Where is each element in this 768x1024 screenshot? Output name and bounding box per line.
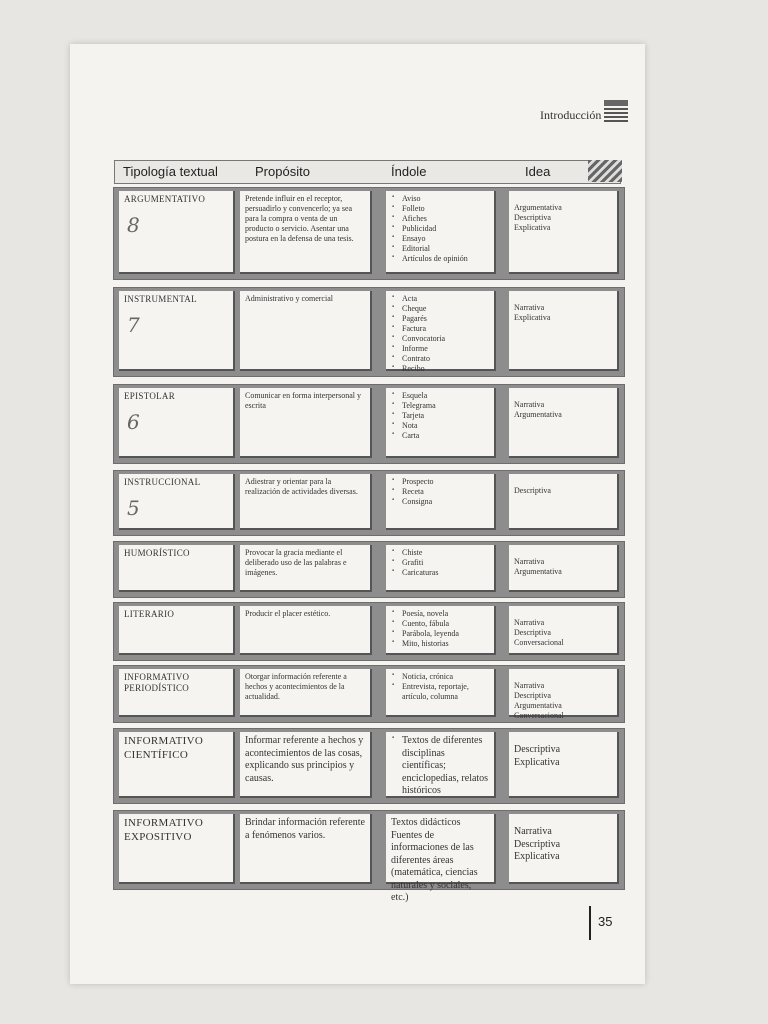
indole-item: ▪ Textos de diferentes disciplinas científicas; enciclopedias, relatos históricos — [391, 735, 489, 798]
handwritten-number: 6 — [127, 410, 140, 434]
cell-idea: Narrativa Argumentativa — [509, 545, 619, 592]
indole-item: ▪ Entrevista, reportaje, artículo, columna — [391, 682, 489, 702]
cell-tipologia — [119, 474, 235, 530]
indole-item: ▪ Carta — [391, 431, 489, 441]
indole-item: ▪ Folleto — [391, 204, 489, 214]
handwritten-number: 7 — [127, 313, 140, 337]
cell-indole — [386, 732, 496, 798]
cell-indole — [386, 291, 496, 371]
indole-item: ▪ Tarjeta — [391, 411, 489, 421]
cell-idea: Narrativa Argumentativa — [509, 388, 619, 458]
tipologia-label: ARGUMENTATIVO — [124, 194, 206, 204]
indole-item: ▪ Prospecto — [391, 477, 489, 487]
indole-item: ▪ Grafiti — [391, 558, 489, 568]
cell-idea: Descriptiva Explicativa — [509, 732, 619, 798]
table-row — [113, 810, 625, 903]
cell-idea: Narrativa Descriptiva Conversacional — [509, 606, 619, 655]
cell-tipologia — [119, 606, 235, 655]
indole-item: ▪ Afiches — [391, 214, 489, 224]
indole-item: ▪ Consigna — [391, 497, 489, 507]
indole-list — [391, 391, 489, 441]
indole-item: ▪ Esquela — [391, 391, 489, 401]
indole-list — [391, 735, 489, 798]
cell-indole — [386, 545, 496, 592]
header-stripe-ornament — [588, 160, 622, 182]
cell-proposito: Provocar la gracia mediante el deliberado uso de las palabras e imágenes. — [240, 545, 372, 592]
cell-idea: Narrativa Descriptiva Explicativa — [509, 814, 619, 884]
indole-item: ▪ Contrato — [391, 354, 489, 364]
cell-tipologia — [119, 732, 235, 798]
handwritten-number: 5 — [127, 496, 140, 520]
cell-tipologia — [119, 291, 235, 371]
indole-list — [391, 294, 489, 374]
cell-indole — [386, 669, 496, 717]
indole-item: ▪ Poesía, novela — [391, 609, 489, 619]
cell-proposito: Comunicar en forma interpersonal y escrita — [240, 388, 372, 458]
table-row — [113, 602, 625, 661]
table-row — [113, 470, 625, 536]
table-row — [113, 541, 625, 598]
cell-tipologia — [119, 545, 235, 592]
indole-item: ▪ Cheque — [391, 304, 489, 314]
indole-list — [391, 609, 489, 649]
tipologia-label: INSTRUMENTAL — [124, 294, 197, 304]
cell-proposito: Otorgar información referente a hechos y acontecimientos de la actualidad. — [240, 669, 372, 717]
cell-idea: Descriptiva — [509, 474, 619, 530]
tipologia-label: INSTRUCCIONAL — [124, 477, 201, 487]
table-row — [113, 728, 625, 804]
section-header: Introducción — [540, 108, 602, 122]
indole-item: ▪ Telegrama — [391, 401, 489, 411]
column-header-proposito: Propósito — [255, 164, 310, 179]
tipologia-label: LITERARIO — [124, 609, 175, 619]
table-row — [113, 187, 625, 280]
cell-indole — [386, 191, 496, 274]
table-row — [113, 384, 625, 464]
indole-item: ▪ Nota — [391, 421, 489, 431]
tipologia-label: INFORMATIVO PERIODÍSTICO — [124, 672, 190, 694]
indole-item: ▪ Editorial — [391, 244, 489, 254]
indole-item: ▪ Aviso — [391, 194, 489, 204]
cell-proposito: Informar referente a hechos y acontecimientos de las cosas, explicando sus principios y causas. — [240, 732, 372, 798]
cell-idea: Narrativa Descriptiva Argumentativa Conversacional — [509, 669, 619, 717]
cell-tipologia — [119, 191, 235, 274]
page-number-divider — [589, 906, 591, 940]
indole-item: ▪ Cuento, fábula — [391, 619, 489, 629]
table-header — [114, 160, 621, 184]
indole-item: ▪ Chiste — [391, 548, 489, 558]
column-header-tipologia: Tipología textual — [123, 164, 218, 179]
tipologia-label: INFORMATIVO EXPOSITIVO — [124, 817, 204, 843]
cell-idea: Argumentativa Descriptiva Explicativa — [509, 191, 619, 274]
cell-proposito: Pretende influir en el receptor, persuadirlo y convencerlo; ya sea para la compra o venta de un producto o servicio. Asentar una postura en la defensa de una tesis. — [240, 191, 372, 274]
cell-idea: Narrativa Explicativa — [509, 291, 619, 371]
cell-indole — [386, 474, 496, 530]
header-ornament — [604, 100, 628, 130]
indole-item: ▪ Convocatoria — [391, 334, 489, 344]
cell-proposito: Adiestrar y orientar para la realización de actividades diversas. — [240, 474, 372, 530]
indole-item: ▪ Recibo — [391, 364, 489, 374]
tipologia-label: EPISTOLAR — [124, 391, 176, 401]
indole-list — [391, 477, 489, 507]
indole-item: ▪ Ensayo — [391, 234, 489, 244]
indole-item: ▪ Acta — [391, 294, 489, 304]
cell-proposito: Brindar información referente a fenómenos varios. — [240, 814, 372, 884]
tipologia-label: HUMORÍSTICO — [124, 548, 190, 558]
tipologia-label: INFORMATIVO CIENTÍFICO — [124, 735, 204, 761]
column-header-idea: Idea — [525, 164, 551, 179]
cell-tipologia — [119, 388, 235, 458]
indole-item: ▪ Noticia, crónica — [391, 672, 489, 682]
indole-item: ▪ Receta — [391, 487, 489, 497]
indole-item: ▪ Parábola, leyenda — [391, 629, 489, 639]
indole-item: ▪ Pagarés — [391, 314, 489, 324]
page-number: 35 — [598, 914, 613, 929]
cell-proposito: Administrativo y comercial — [240, 291, 372, 371]
indole-item: ▪ Publicidad — [391, 224, 489, 234]
handwritten-number: 8 — [127, 213, 140, 237]
cell-proposito: Producir el placer estético. — [240, 606, 372, 655]
cell-indole: Textos didácticos Fuentes de informaciones de las diferentes áreas (matemática, ciencias naturales y sociales, etc.) — [386, 814, 496, 884]
column-header-indole: Índole — [391, 164, 427, 179]
table-row — [113, 287, 625, 377]
indole-item: ▪ Factura — [391, 324, 489, 334]
indole-list — [391, 672, 489, 702]
indole-item: ▪ Caricaturas — [391, 568, 489, 578]
table-row — [113, 665, 625, 723]
cell-indole — [386, 606, 496, 655]
cell-tipologia — [119, 814, 235, 884]
indole-item: ▪ Mito, historias — [391, 639, 489, 649]
indole-item: ▪ Informe — [391, 344, 489, 354]
indole-list — [391, 548, 489, 578]
indole-item: ▪ Artículos de opinión — [391, 254, 489, 264]
indole-list — [391, 194, 489, 264]
cell-tipologia — [119, 669, 235, 717]
cell-indole — [386, 388, 496, 458]
